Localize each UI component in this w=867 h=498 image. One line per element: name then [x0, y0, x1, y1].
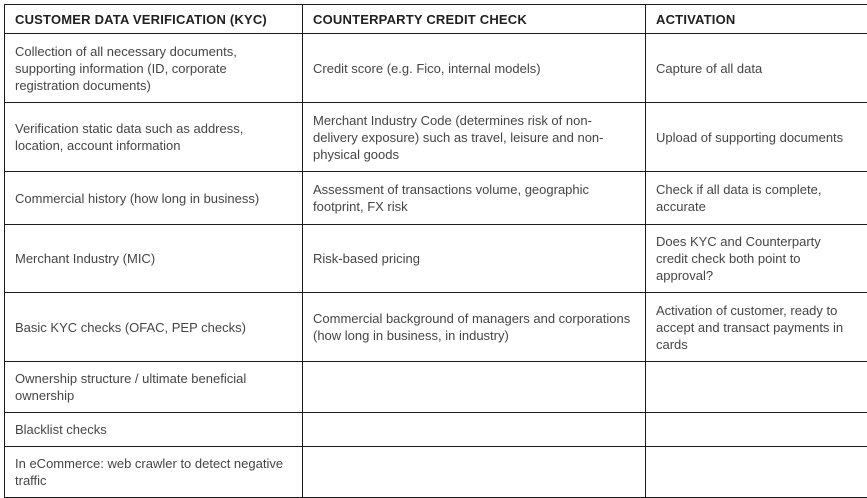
cell-credit-score: Credit score (e.g. Fico, internal models)	[303, 34, 646, 103]
cell-kyc-collection-documents: Collection of all necessary documents, supporting information (ID, corporate registration documents)	[5, 34, 303, 103]
table-row	[5, 225, 867, 293]
cell-ownership-structure: Ownership structure / ultimate beneficial ownership	[5, 362, 303, 413]
cell-empty	[303, 413, 646, 447]
cell-verification-static-data: Verification static data such as address, location, account information	[5, 103, 303, 172]
table-row	[5, 172, 867, 225]
cell-empty	[646, 362, 867, 413]
table-row	[5, 293, 867, 362]
cell-activation-of-customer: Activation of customer, ready to accept and transact payments in cards	[646, 293, 867, 362]
cell-blacklist-checks: Blacklist checks	[5, 413, 303, 447]
cell-capture-data: Capture of all data	[646, 34, 867, 103]
cell-merchant-industry-code: Merchant Industry Code (determines risk of non-delivery exposure) such as travel, leisure and non-physical goods	[303, 103, 646, 172]
cell-merchant-industry-mic: Merchant Industry (MIC)	[5, 225, 303, 293]
cell-approval-question: Does KYC and Counterparty credit check both point to approval?	[646, 225, 867, 293]
column-header-customer-data-verification: CUSTOMER DATA VERIFICATION (KYC)	[5, 5, 303, 34]
table-row	[5, 447, 867, 498]
cell-empty	[646, 447, 867, 498]
cell-empty	[646, 413, 867, 447]
table-row	[5, 103, 867, 172]
cell-empty	[303, 362, 646, 413]
cell-commercial-history: Commercial history (how long in business)	[5, 172, 303, 225]
cell-upload-documents: Upload of supporting documents	[646, 103, 867, 172]
cell-basic-kyc-checks: Basic KYC checks (OFAC, PEP checks)	[5, 293, 303, 362]
cell-empty	[303, 447, 646, 498]
kyc-onboarding-table-page	[4, 4, 867, 498]
cell-risk-based-pricing: Risk-based pricing	[303, 225, 646, 293]
cell-check-data-complete: Check if all data is complete, accurate	[646, 172, 867, 225]
column-header-activation: ACTIVATION	[646, 5, 867, 34]
cell-assessment-transactions: Assessment of transactions volume, geographic footprint, FX risk	[303, 172, 646, 225]
table-row	[5, 413, 867, 447]
kyc-process-table	[4, 4, 867, 498]
cell-ecommerce-web-crawler: In eCommerce: web crawler to detect negative traffic	[5, 447, 303, 498]
table-row	[5, 34, 867, 103]
cell-commercial-background: Commercial background of managers and corporations (how long in business, in industry)	[303, 293, 646, 362]
table-header-row	[5, 5, 867, 34]
column-header-counterparty-credit-check: COUNTERPARTY CREDIT CHECK	[303, 5, 646, 34]
table-row	[5, 362, 867, 413]
